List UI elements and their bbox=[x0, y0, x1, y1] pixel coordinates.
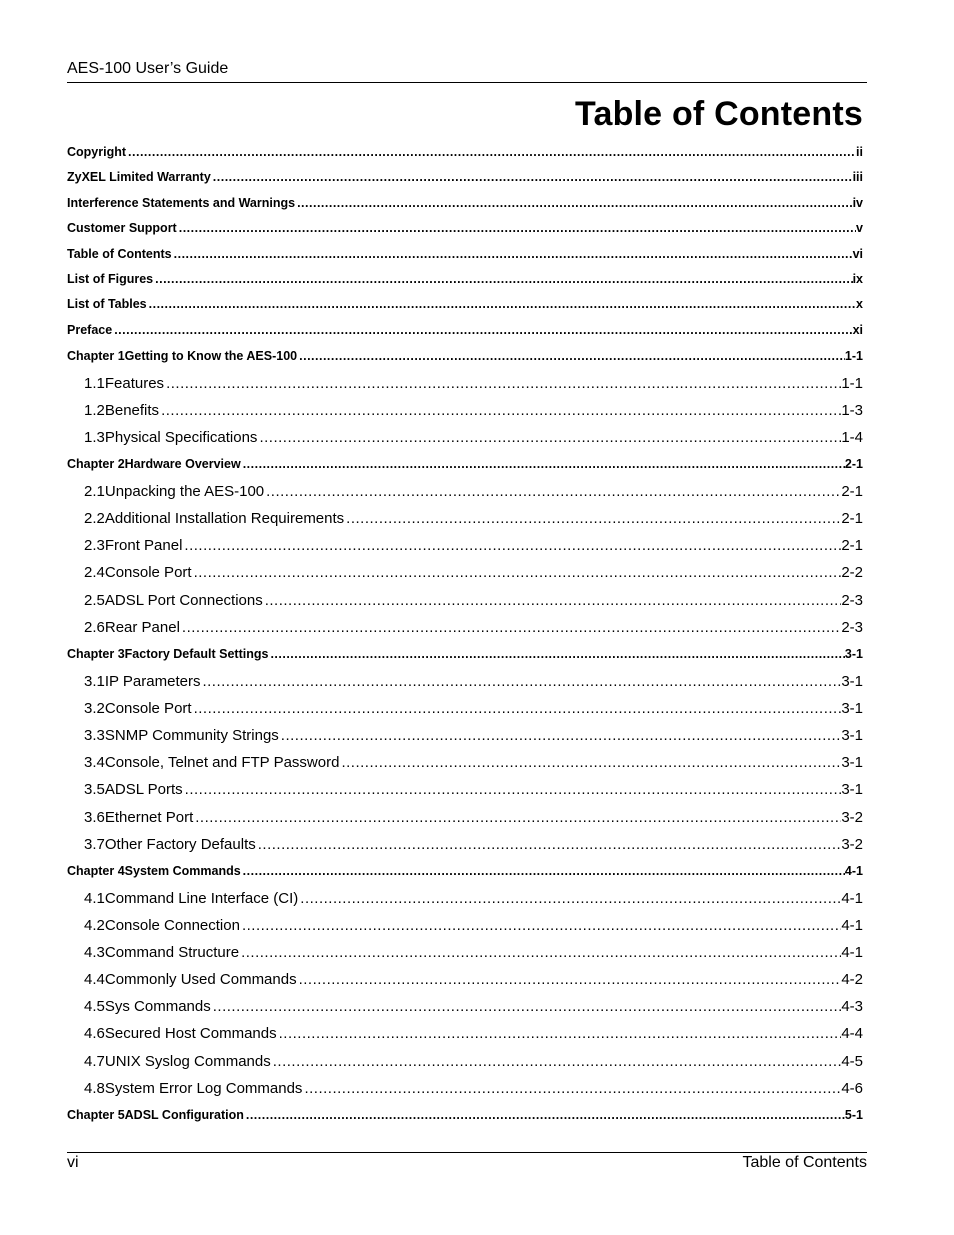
toc-entry[interactable] bbox=[67, 722, 863, 749]
toc-page-number: x bbox=[856, 297, 863, 312]
footer-section: Table of Contents bbox=[742, 1154, 867, 1171]
toc-page-number: 5-1 bbox=[844, 1108, 863, 1122]
toc-entry-title: Interference Statements and Warnings bbox=[67, 195, 296, 210]
toc-page-number: 4-5 bbox=[841, 1052, 863, 1070]
dot-leader bbox=[339, 749, 841, 776]
section-number: 3.1 bbox=[84, 672, 105, 690]
dot-leader bbox=[302, 1075, 841, 1102]
toc-page-number: 2-3 bbox=[841, 618, 863, 636]
toc-page-number: 4-6 bbox=[841, 1079, 863, 1097]
section-number: 3.3 bbox=[84, 726, 105, 744]
dot-leader bbox=[153, 267, 852, 292]
toc-entry[interactable] bbox=[67, 993, 863, 1020]
toc-entry-title: Features bbox=[104, 374, 165, 392]
section-number: 4.3 bbox=[84, 943, 105, 961]
toc-page-number: 3-1 bbox=[841, 726, 863, 744]
toc-page-number: ii bbox=[856, 145, 863, 159]
dot-leader bbox=[239, 939, 841, 966]
toc-entry[interactable] bbox=[67, 451, 863, 478]
section-number: 1.2 bbox=[84, 401, 105, 419]
section-number: 4.7 bbox=[84, 1052, 105, 1070]
toc-page-number: 3-2 bbox=[841, 835, 863, 853]
toc-entry[interactable] bbox=[67, 1020, 863, 1047]
dot-leader bbox=[263, 587, 842, 614]
toc-entry-title: List of Figures bbox=[67, 271, 154, 286]
toc-entry[interactable] bbox=[67, 1075, 863, 1102]
toc-entry[interactable] bbox=[67, 318, 863, 343]
toc-entry[interactable] bbox=[67, 140, 863, 165]
dot-leader bbox=[297, 343, 845, 370]
toc-entry-title: IP Parameters bbox=[104, 672, 201, 690]
toc-entry[interactable] bbox=[67, 587, 863, 614]
toc-entry-title: Additional Installation Requirements bbox=[104, 510, 345, 528]
toc-entry[interactable] bbox=[67, 695, 863, 722]
section-number: 3.2 bbox=[84, 699, 105, 717]
toc-entry[interactable] bbox=[67, 216, 863, 241]
toc-entry[interactable] bbox=[67, 831, 863, 858]
toc-page-number: 1-3 bbox=[841, 401, 863, 419]
toc-entry-title: ADSL Ports bbox=[104, 781, 183, 799]
toc-entry-title: Commonly Used Commands bbox=[104, 971, 297, 989]
running-header: AES-100 User’s Guide bbox=[67, 60, 229, 77]
dot-leader bbox=[200, 668, 841, 695]
dot-leader bbox=[344, 505, 841, 532]
dot-leader bbox=[182, 532, 841, 559]
toc-entry[interactable] bbox=[67, 749, 863, 776]
toc-page-number: 4-2 bbox=[841, 971, 863, 989]
toc-entry[interactable] bbox=[67, 532, 863, 559]
toc-page-number: 4-3 bbox=[841, 998, 863, 1016]
toc-page-number: ix bbox=[852, 271, 863, 286]
footer-page-number: vi bbox=[67, 1154, 79, 1171]
toc-page-number: 3-1 bbox=[841, 754, 863, 772]
dot-leader bbox=[271, 1048, 842, 1075]
section-number: 3.6 bbox=[84, 808, 105, 826]
section-number: 2.1 bbox=[84, 482, 105, 500]
toc-page-number: 1-4 bbox=[841, 429, 863, 447]
chapter-number: Chapter 4 bbox=[67, 863, 125, 878]
toc-page-number: 2-1 bbox=[844, 457, 863, 472]
table-of-contents bbox=[67, 140, 863, 1129]
dot-leader bbox=[112, 318, 852, 343]
dot-leader bbox=[244, 1102, 845, 1129]
dot-leader bbox=[147, 292, 856, 317]
toc-entry-title: Front Panel bbox=[104, 537, 183, 555]
dot-leader bbox=[279, 722, 842, 749]
toc-entry-title: System Error Log Commands bbox=[104, 1079, 303, 1097]
section-number: 4.1 bbox=[84, 889, 105, 907]
dot-leader bbox=[268, 641, 844, 668]
toc-entry[interactable] bbox=[67, 858, 863, 885]
toc-entry[interactable] bbox=[67, 505, 863, 532]
dot-leader bbox=[257, 424, 841, 451]
dot-leader bbox=[295, 191, 852, 216]
chapter-number: Chapter 5 bbox=[67, 1108, 125, 1122]
section-number: 4.4 bbox=[84, 971, 105, 989]
section-number: 2.4 bbox=[84, 564, 105, 582]
toc-page-number: 1-1 bbox=[841, 374, 863, 392]
section-number: 2.3 bbox=[84, 537, 105, 555]
toc-entry[interactable] bbox=[67, 191, 863, 216]
toc-entry-title: Console Port bbox=[104, 699, 192, 717]
toc-page-number: 3-2 bbox=[841, 808, 863, 826]
toc-page-number: 3-1 bbox=[841, 672, 863, 690]
toc-entry[interactable] bbox=[67, 343, 863, 370]
toc-page-number: 3-1 bbox=[841, 781, 863, 799]
toc-entry-title: Table of Contents bbox=[67, 246, 172, 261]
toc-page-number: iii bbox=[852, 170, 863, 185]
footer-rule bbox=[67, 1152, 867, 1153]
section-number: 3.7 bbox=[84, 835, 105, 853]
dot-leader bbox=[240, 912, 841, 939]
dot-leader bbox=[297, 966, 842, 993]
section-number: 2.5 bbox=[84, 591, 105, 609]
dot-leader bbox=[277, 1020, 842, 1047]
toc-page-number: iv bbox=[852, 195, 863, 210]
toc-entry-title: Command Line Interface (CI) bbox=[104, 889, 299, 907]
dot-leader bbox=[241, 451, 845, 478]
toc-entry[interactable] bbox=[67, 1048, 863, 1075]
toc-page-number: 4-4 bbox=[841, 1025, 863, 1043]
toc-page-number: 3-1 bbox=[844, 647, 863, 661]
toc-entry-title: Unpacking the AES-100 bbox=[104, 482, 265, 500]
toc-entry[interactable] bbox=[67, 966, 863, 993]
toc-page-number: 2-1 bbox=[841, 510, 863, 528]
toc-entry[interactable] bbox=[67, 559, 863, 586]
toc-entry[interactable] bbox=[67, 478, 863, 505]
toc-entry[interactable] bbox=[67, 1102, 863, 1129]
toc-entry-title: ZyXEL Limited Warranty bbox=[67, 170, 211, 185]
page-title: Table of Contents bbox=[575, 95, 863, 133]
dot-leader bbox=[211, 165, 853, 190]
toc-entry[interactable] bbox=[67, 267, 863, 292]
section-number: 4.5 bbox=[84, 998, 105, 1016]
toc-entry-title: Command Structure bbox=[104, 943, 240, 961]
toc-entry[interactable] bbox=[67, 614, 863, 641]
chapter-number: Chapter 2 bbox=[67, 457, 125, 472]
toc-entry[interactable] bbox=[67, 912, 863, 939]
dot-leader bbox=[172, 242, 853, 267]
toc-entry-title: List of Tables bbox=[67, 297, 147, 312]
dot-leader bbox=[159, 397, 841, 424]
section-number: 1.3 bbox=[84, 429, 105, 447]
toc-entry[interactable] bbox=[67, 397, 863, 424]
dot-leader bbox=[192, 559, 842, 586]
section-number: 3.5 bbox=[84, 781, 105, 799]
toc-page-number: 4-1 bbox=[841, 943, 863, 961]
dot-leader bbox=[183, 776, 842, 803]
toc-page-number: v bbox=[856, 221, 863, 236]
toc-page-number: 4-1 bbox=[841, 889, 863, 907]
toc-entry-title: Getting to Know the AES-100 bbox=[124, 349, 298, 364]
toc-entry[interactable] bbox=[67, 885, 863, 912]
dot-leader bbox=[192, 695, 842, 722]
toc-entry[interactable] bbox=[67, 641, 863, 668]
toc-entry-title: Rear Panel bbox=[104, 618, 180, 636]
toc-page-number: 3-1 bbox=[841, 699, 863, 717]
toc-entry-title: Other Factory Defaults bbox=[104, 835, 256, 853]
toc-entry-title: Copyright bbox=[67, 145, 127, 159]
dot-leader bbox=[264, 478, 841, 505]
chapter-number: Chapter 3 bbox=[67, 647, 125, 661]
dot-leader bbox=[256, 831, 842, 858]
dot-leader bbox=[193, 804, 841, 831]
toc-page-number: 1-1 bbox=[844, 349, 863, 364]
toc-page-number: 2-1 bbox=[841, 482, 863, 500]
toc-entry-title: Benefits bbox=[104, 401, 160, 419]
toc-entry[interactable] bbox=[67, 776, 863, 803]
toc-entry[interactable] bbox=[67, 242, 863, 267]
toc-page-number: vi bbox=[852, 246, 863, 261]
toc-entry[interactable] bbox=[67, 165, 863, 190]
toc-entry[interactable] bbox=[67, 370, 863, 397]
toc-entry-title: Console Port bbox=[104, 564, 192, 582]
section-number: 4.8 bbox=[84, 1079, 105, 1097]
section-number: 3.4 bbox=[84, 754, 105, 772]
toc-page-number: xi bbox=[852, 322, 863, 337]
section-number: 2.2 bbox=[84, 510, 105, 528]
toc-entry-title: SNMP Community Strings bbox=[104, 726, 279, 744]
toc-entry-title: Secured Host Commands bbox=[104, 1025, 277, 1043]
section-number: 2.6 bbox=[84, 618, 105, 636]
dot-leader bbox=[177, 216, 856, 241]
toc-entry[interactable] bbox=[67, 939, 863, 966]
toc-page-number: 2-2 bbox=[841, 564, 863, 582]
toc-entry[interactable] bbox=[67, 424, 863, 451]
toc-entry-title: System Commands bbox=[124, 863, 241, 878]
toc-entry-title: ADSL Port Connections bbox=[104, 591, 263, 609]
section-number: 4.2 bbox=[84, 916, 105, 934]
dot-leader bbox=[298, 885, 841, 912]
section-number: 4.6 bbox=[84, 1025, 105, 1043]
dot-leader bbox=[126, 140, 856, 165]
toc-entry-title: ADSL Configuration bbox=[124, 1108, 244, 1122]
dot-leader bbox=[164, 370, 841, 397]
toc-page-number: 4-1 bbox=[844, 863, 863, 878]
toc-entry-title: Console Connection bbox=[104, 916, 240, 934]
chapter-number: Chapter 1 bbox=[67, 349, 125, 364]
toc-entry-title: Ethernet Port bbox=[104, 808, 194, 826]
toc-entry-title: UNIX Syslog Commands bbox=[104, 1052, 271, 1070]
toc-page-number: 4-1 bbox=[841, 916, 863, 934]
dot-leader bbox=[180, 614, 841, 641]
toc-entry[interactable] bbox=[67, 668, 863, 695]
toc-page-number: 2-3 bbox=[841, 591, 863, 609]
toc-page-number: 2-1 bbox=[841, 537, 863, 555]
toc-entry[interactable] bbox=[67, 292, 863, 317]
toc-entry-title: Preface bbox=[67, 322, 113, 337]
toc-entry-title: Sys Commands bbox=[104, 998, 211, 1016]
toc-entry[interactable] bbox=[67, 804, 863, 831]
toc-entry-title: Factory Default Settings bbox=[124, 647, 269, 661]
header-rule bbox=[67, 82, 867, 83]
dot-leader bbox=[211, 993, 842, 1020]
toc-entry-title: Hardware Overview bbox=[124, 457, 241, 472]
toc-entry-title: Customer Support bbox=[67, 221, 177, 236]
toc-entry-title: Console, Telnet and FTP Password bbox=[104, 754, 340, 772]
dot-leader bbox=[241, 858, 845, 885]
toc-entry-title: Physical Specifications bbox=[104, 429, 258, 447]
section-number: 1.1 bbox=[84, 374, 105, 392]
